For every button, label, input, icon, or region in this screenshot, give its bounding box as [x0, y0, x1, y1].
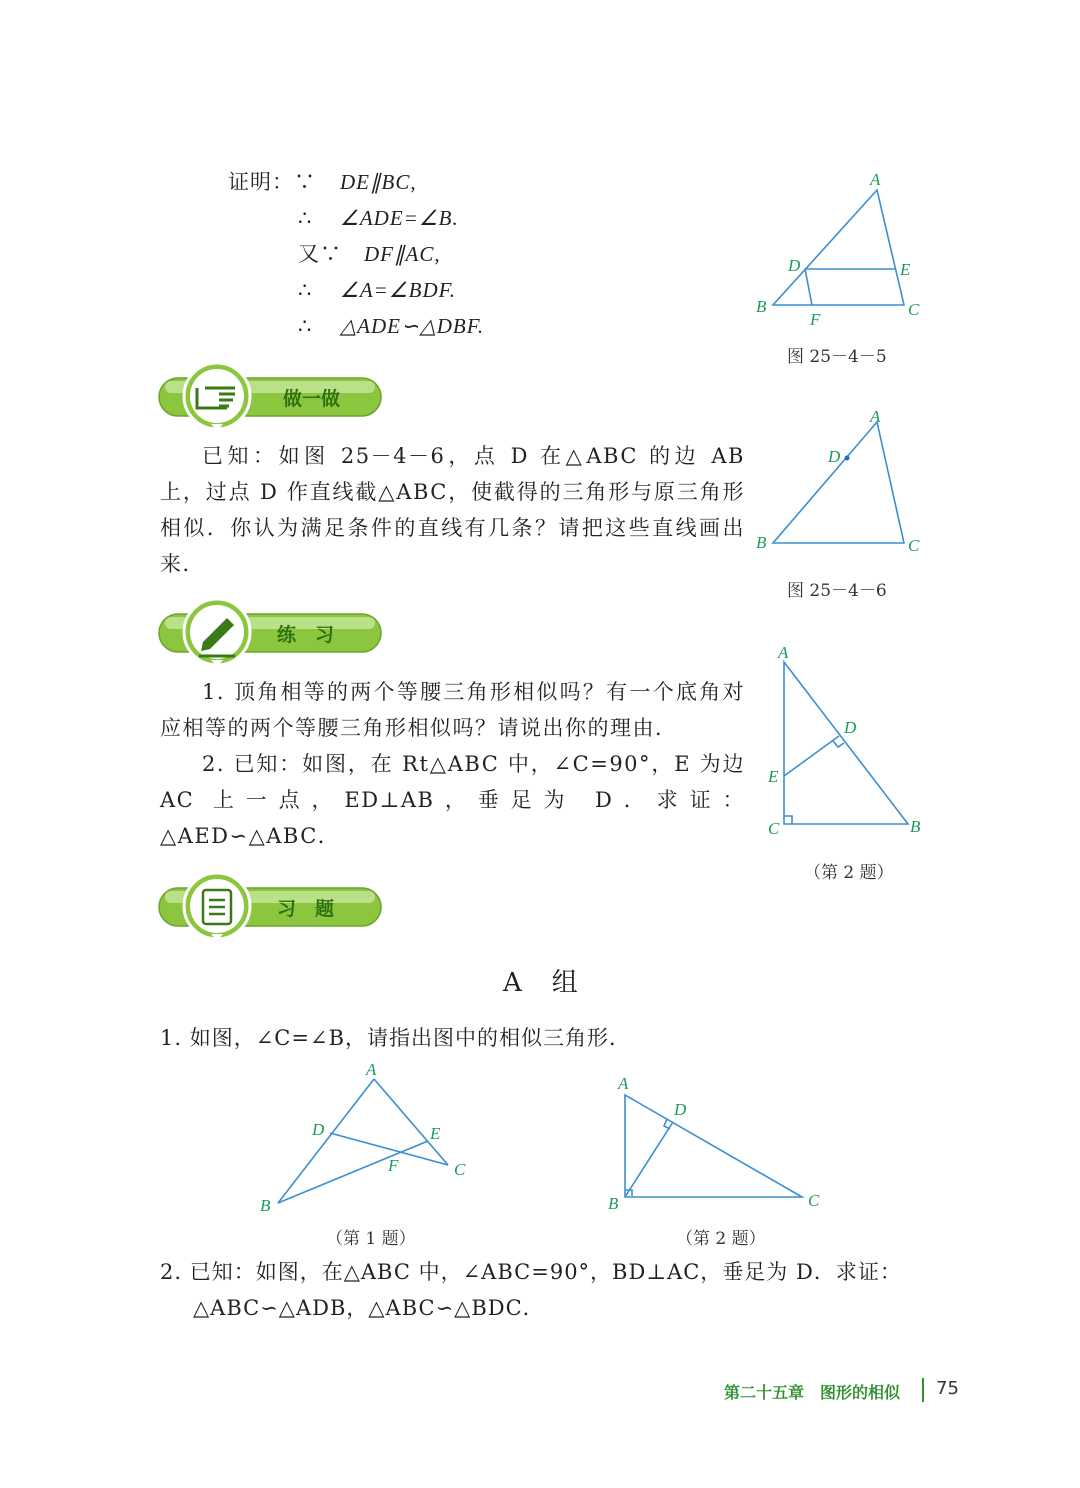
group-a-figure-2-caption: （第 2 题） — [676, 1229, 766, 1249]
try-paragraph: 已知：如图 25－4－6，点 D 在△ABC 的边 AB 上，过点 D 作直线截△ABC，使截得的三角形与原三角形相似．你认为满足条件的直线有几条？请把这些直线画出来． — [160, 444, 746, 576]
label-b: B — [756, 297, 767, 316]
proof-expr: DE∥BC, — [340, 170, 417, 194]
label-c: C — [454, 1160, 466, 1179]
banner-exercises-label: 习 题 — [277, 898, 335, 920]
figure-caption: 图 25－4－6 — [787, 581, 887, 601]
right-angle-d — [833, 741, 844, 747]
group-a-title: A 组 — [503, 968, 580, 998]
segment-df — [805, 269, 812, 305]
banner-try-label: 做一做 — [283, 388, 341, 410]
proof-line-2 — [228, 200, 484, 236]
proof-line-3 — [228, 236, 484, 272]
banner-practice-label: 练 习 — [277, 624, 335, 646]
proof-prefix: 又∵ — [298, 242, 342, 266]
label-b: B — [260, 1196, 271, 1215]
proof-line-1 — [228, 164, 484, 200]
label-c: C — [908, 536, 920, 555]
proof-expr: DF∥AC, — [364, 242, 441, 266]
point-d — [845, 456, 850, 461]
proof-line-5 — [228, 308, 484, 344]
proof-line-4 — [228, 272, 484, 308]
label-e: E — [900, 260, 911, 279]
label-b: B — [910, 817, 921, 836]
proof-prefix: ∴ — [298, 314, 313, 338]
label-a: A — [618, 1074, 629, 1093]
page-number: 75 — [936, 1378, 959, 1399]
label-d: D — [844, 718, 857, 737]
right-triangle-abc — [625, 1095, 802, 1197]
group-a-figure-2 — [600, 1065, 840, 1215]
figure-25-4-5 — [740, 165, 940, 335]
label-b: B — [756, 533, 767, 552]
label-f: F — [810, 310, 821, 329]
banner-try — [157, 362, 383, 434]
group-a-q2-line2: △ABC∽△ADB，△ABC∽△BDC． — [193, 1296, 545, 1320]
proof-expr: ∠ADE=∠B. — [340, 206, 459, 230]
banner-practice — [157, 598, 383, 670]
label-a: A — [870, 170, 881, 189]
figure-25-4-6 — [740, 400, 940, 560]
footer-divider — [922, 1378, 924, 1402]
group-a-figure-1-caption: （第 1 题） — [326, 1229, 416, 1249]
label-a: A — [870, 407, 881, 426]
label-f: F — [388, 1156, 399, 1175]
label-e: E — [430, 1124, 441, 1143]
label-c: C — [768, 819, 780, 838]
label-a: A — [366, 1060, 377, 1079]
label-c: C — [808, 1191, 820, 1210]
triangle-abc — [773, 190, 904, 305]
label-d: D — [674, 1100, 687, 1119]
footer-chapter: 第二十五章 图形的相似 — [724, 1383, 901, 1402]
banner-exercises — [157, 872, 383, 944]
group-a-q1: 1. 如图，∠C=∠B，请指出图中的相似三角形． — [160, 1026, 631, 1050]
label-b: B — [608, 1194, 619, 1213]
figure-caption: 图 25－4－5 — [787, 347, 887, 367]
proof-expr: ∠A=∠BDF. — [340, 278, 457, 302]
label-c: C — [908, 300, 920, 319]
proof-block — [228, 164, 484, 344]
label-e: E — [768, 767, 779, 786]
proof-prefix: ∴ — [298, 206, 313, 230]
label-d: D — [828, 447, 841, 466]
label-a: A — [778, 643, 789, 662]
practice-q1: 1. 顶角相等的两个等腰三角形相似吗？有一个底角对应相等的两个等腰三角形相似吗？请说出你的理由． — [160, 680, 745, 740]
group-a-q2-line1: 2. 已知：如图，在△ABC 中，∠ABC=90°，BD⊥AC，垂足为 D．求证： — [160, 1260, 902, 1284]
segment-be — [278, 1141, 428, 1203]
proof-prefix: 证明：∵ — [228, 170, 316, 194]
group-a-figure-1 — [250, 1055, 490, 1220]
practice-figure — [760, 640, 940, 850]
triangle-abc — [773, 422, 904, 543]
segment-ac — [374, 1079, 448, 1165]
right-angle-c — [784, 816, 792, 824]
right-triangle-abc — [784, 662, 908, 824]
proof-expr: △ADE∽△DBF. — [340, 314, 485, 338]
label-d: D — [788, 256, 801, 275]
practice-figure-caption: （第 2 题） — [804, 863, 894, 883]
label-d: D — [312, 1120, 325, 1139]
proof-prefix: ∴ — [298, 278, 313, 302]
practice-q2: 2. 已知：如图，在 Rt△ABC 中，∠C=90°，E 为边 AC 上一点，ED⊥AB，垂足为 D．求证：△AED∽△ABC． — [160, 752, 745, 848]
segment-bd — [625, 1122, 673, 1197]
segment-ed — [784, 736, 839, 776]
